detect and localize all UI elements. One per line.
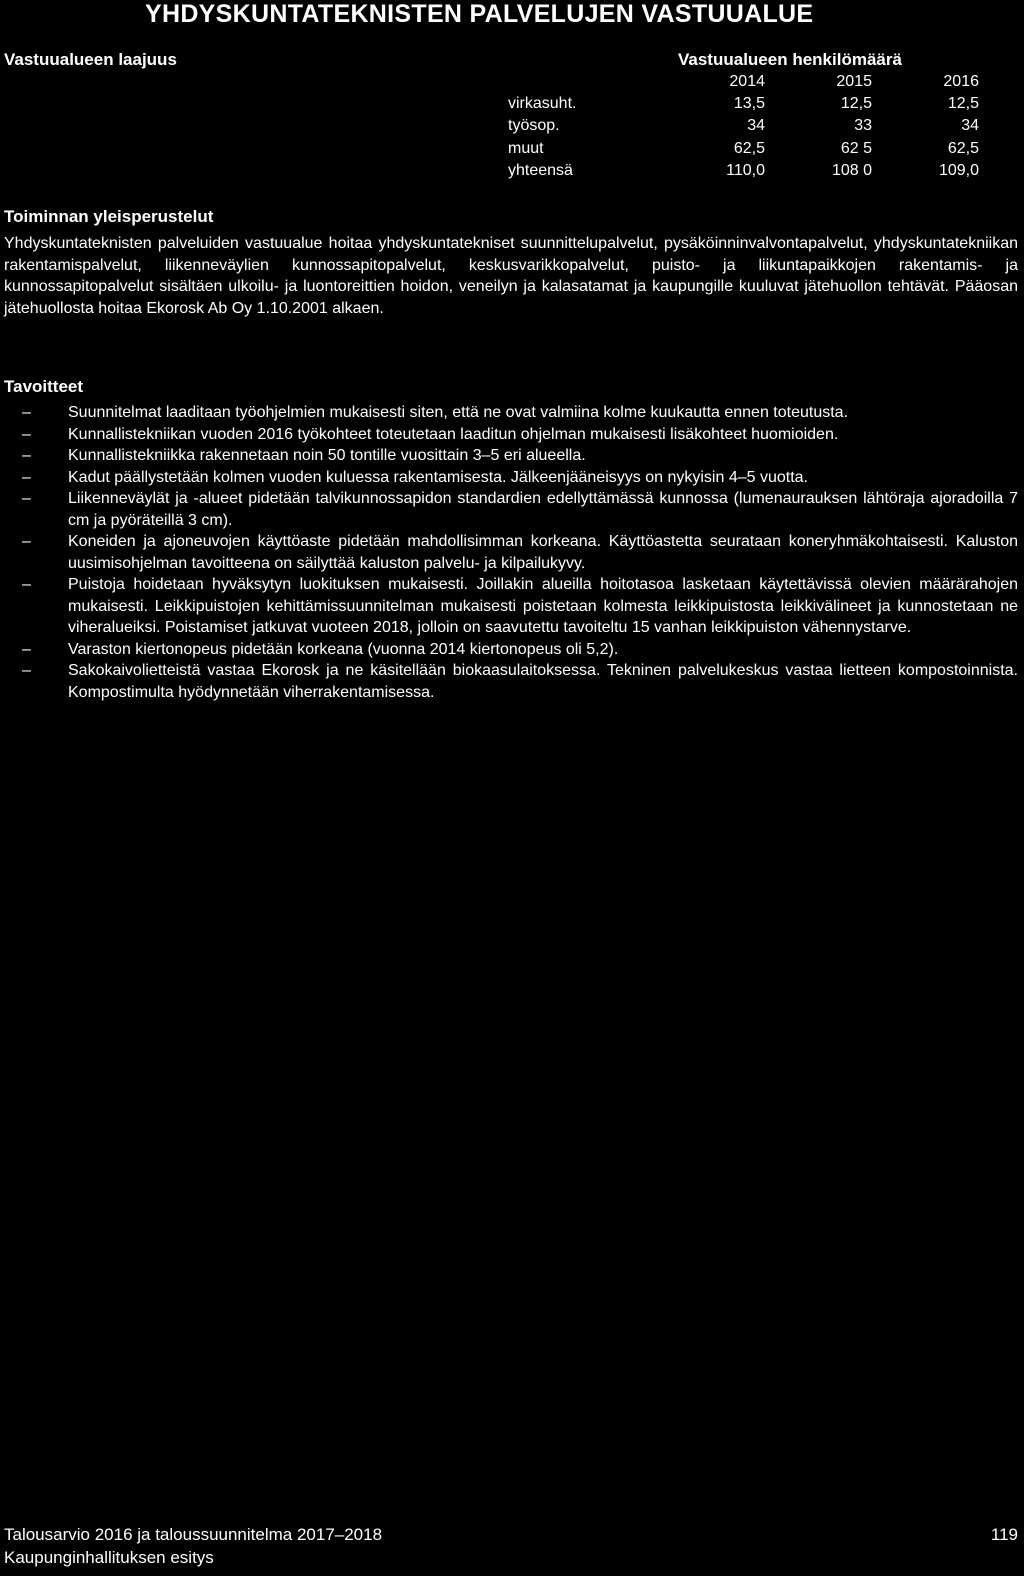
dash-bullet: – [22, 490, 31, 507]
dash-bullet: – [22, 425, 31, 443]
list-item [4, 639, 1018, 661]
page-number: 119 [990, 1525, 1018, 1544]
cell-value: 62,5 [733, 139, 765, 157]
year-2015: 2015 [836, 73, 872, 90]
table-row [508, 115, 979, 137]
table-row [508, 160, 979, 182]
dash-bullet: – [22, 468, 31, 486]
list-item [4, 467, 1018, 489]
goal-text: Liikenneväylät ja -alueet pidetään talvikunnossapidon standardien edellyttämässä kunnossa (lumenaurauksen lähtöraja ajoradoilla 7 cm ja pyöräteillä 3 cm). [68, 490, 1018, 529]
list-item [4, 660, 1018, 703]
staff-heading: Vastuualueen henkilömäärä [678, 50, 902, 69]
cell-value: 34 [961, 117, 979, 135]
cell-value: 13,5 [733, 95, 765, 113]
cell-value: 12,5 [840, 95, 872, 113]
goal-text: Varaston kiertonopeus pidetään korkeana (vuonna 2014 kiertonopeus oli 5,2). [68, 640, 619, 658]
dash-bullet: – [22, 662, 31, 679]
table-row [508, 138, 979, 160]
year-2014: 2014 [729, 73, 765, 90]
list-item [4, 488, 1018, 531]
goal-text: Koneiden ja ajoneuvojen käyttöaste pidetään mahdollisimman korkeana. Käyttöastetta seurataan koneryhmäkohtaisesti. Kaluston uusimisohjelman tavoitteena on säilyttää kaluston palvelu- ja kilpailukyvy. [68, 533, 1018, 572]
list-item [4, 574, 1018, 639]
table-row [508, 93, 979, 115]
dash-bullet: – [22, 640, 31, 658]
cell-value: 12,5 [947, 95, 979, 113]
list-item [4, 445, 1018, 467]
dash-bullet: – [22, 576, 31, 593]
goal-text: Puistoja hoidetaan hyväksytyn luokituksen mukaisesti. Joillakin alueilla hoitotasoa lasketaan käytettävissä olevien määrärahojen mukaisesti. Leikkipuistojen kehittämissuunnitelman mukaisesti poistetaan kolmesta leikkipuistosta leikkivälineet ja kunnostetaan ne viheralueiksi. Poistamiset jatkuvat vuoteen 2018, jolloin on saavutettu tavoiteltu 15 vanhan leikkipuiston vähennystarve. [68, 576, 1018, 636]
scope-heading: Vastuualueen laajuus [4, 50, 177, 69]
footer-budget-title: Talousarvio 2016 ja taloussuunnitelma 2017–2018 [4, 1525, 383, 1544]
list-item [4, 531, 1018, 574]
goal-text: Suunnitelmat laaditaan työohjelmien mukaisesti siten, että ne ovat valmiina kolme kuukautta ennen toteutusta. [68, 404, 849, 421]
dash-bullet: – [22, 447, 31, 464]
page-title: YHDYSKUNTATEKNISTEN PALVELUJEN VASTUUALUE [145, 0, 814, 28]
dash-bullet: – [22, 404, 31, 421]
staff-header-spacer [508, 71, 658, 93]
goal-text: Sakokaivolietteistä vastaa Ekorosk ja ne käsitellään biokaasulaitoksessa. Tekninen palvelukeskus vastaa lietteen kompostoinnista. Kompostimulta hyödynnetään viherrakentamisessa. [68, 662, 1018, 701]
goal-text: Kunnallistekniikka rakennetaan noin 50 tontille vuosittain 3–5 eri alueella. [68, 447, 586, 464]
year-2016: 2016 [943, 73, 979, 90]
row-label: virkasuht. [508, 95, 577, 113]
cell-value: 110,0 [726, 161, 765, 179]
cell-value: 62,5 [947, 139, 979, 157]
goals-heading: Tavoitteet [4, 377, 84, 396]
dash-bullet: – [22, 533, 31, 550]
principles-heading: Toiminnan yleisperustelut [4, 207, 214, 226]
goal-text: Kunnallistekniikan vuoden 2016 työkohteet toteutetaan laaditun ohjelman mukaisesti lisäkohteet huomioiden. [68, 425, 839, 443]
row-label: yhteensä [508, 161, 573, 179]
cell-value: 33 [854, 117, 872, 135]
goal-text: Kadut päällystetään kolmen vuoden kuluessa rakentamisesta. Jälkeenjääneisyys on nykyisin 4–5 vuotta. [68, 468, 808, 486]
list-item [4, 402, 1018, 424]
list-item [4, 424, 1018, 446]
cell-value: 34 [747, 117, 765, 135]
goals-list [4, 402, 1018, 703]
staff-table [508, 71, 979, 182]
staff-header-row [508, 71, 979, 93]
row-label: työsop. [508, 117, 560, 135]
cell-value: 109,0 [938, 161, 979, 179]
cell-value: 108 0 [831, 161, 872, 179]
row-label: muut [508, 139, 544, 157]
principles-paragraph: Yhdyskuntateknisten palveluiden vastuualue hoitaa yhdyskuntatekniset suunnittelupalvelut, pysäköinninvalvontapalvelut, yhdyskuntatekniikan rakentamispalvelut, liikenneväylien kunnossapitopalvelut, keskusvarikkopalvelut, puisto- ja liikuntapaikkojen rakentamis- ja kunnossapitopalvelut sisältäen ulkoilu- ja luontoreittien hoidon, veneilyn ja kalasatamat ja kaupungille kuuluvat jätehuollon tehtävät. Pääosan jätehuollosta hoitaa Ekorosk Ab Oy 1.10.2001 alkaen. [4, 235, 1018, 317]
footer-subtitle: Kaupunginhallituksen esitys [4, 1548, 214, 1567]
cell-value: 62 5 [840, 139, 872, 157]
